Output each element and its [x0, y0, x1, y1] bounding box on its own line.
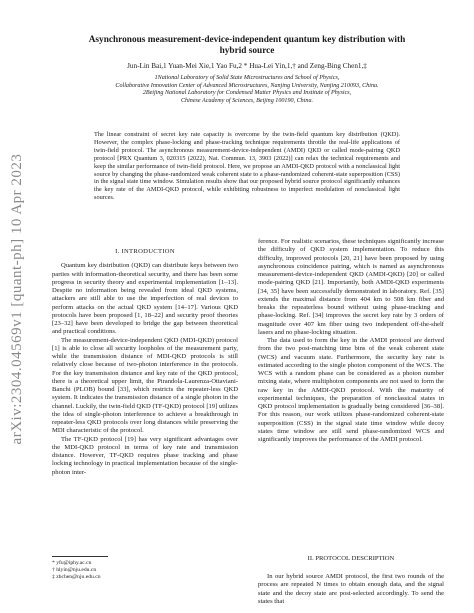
affiliations	[52, 75, 442, 105]
footnote-email: ‡ zbchen@nju.edu.cn	[52, 574, 101, 581]
affiliation-line: Chinese Academy of Sciences, Beijing 100190, China.	[180, 97, 314, 104]
left-column	[52, 248, 238, 477]
title-line-2: hybrid source	[219, 46, 275, 56]
author-list: Jun-Lin Bai,1 Yuan-Mei Xie,1 Yao Fu,2 * Hua-Lei Yin,1,† and Zeng-Bing Chen1,‡	[127, 62, 367, 70]
section-heading-introduction: I. INTRODUCTION	[115, 248, 175, 255]
affiliation-line: Collaborative Innovation Center of Advanced Microstructures, Nanjing University, Nanjing 210093, China.	[115, 82, 379, 89]
arxiv-identifier: arXiv:2304.04569v1 [quant-ph] 10 Apr 2023	[9, 153, 25, 445]
body-paragraph: In our hybrid source AMDI protocol, the first two rounds of the process are repeated N times to obtain enough data, and the signal state and the decoy state are post-selected accordingly. To send the states that	[258, 573, 444, 605]
body-paragraph: The TF-QKD protocol [19] has very significant advantages over the MDI-QKD protocol in terms of key rate and transmission distance. However, TF-QKD requires phase tracking and phase locking technology in practical implementation because of the single-photon inter-	[52, 435, 238, 476]
body-paragraph: Quantum key distribution (QKD) can distribute keys between two parties with information-theoretical security, and there has been some progress in security theory and experimental implementation [1–13]. Despite no information being revealed from ideal QKD systems, attackers are still able to use the imperfection of real devices to perform attacks on the actual QKD system [14–17]. Various QKD protocols have been proposed [1, 18–22] and security proof theories [23–32] have been developed to bridge the gap between theoretical and practical conditions.	[52, 262, 238, 336]
right-column	[258, 238, 444, 444]
section-heading-protocol: II. PROTOCOL DESCRIPTION	[307, 555, 395, 562]
affiliation-line: 1National Laboratory of Solid State Microstructures and School of Physics,	[154, 75, 340, 81]
footnote-rule	[52, 556, 108, 557]
affiliation-line: 2Beijing National Laboratory for Condensed Matter Physics and Institute of Physics,	[142, 90, 352, 97]
abstract: The linear constraint of secret key rate capacity is overcome by the twin-field quantum key distribution (QKD). However, the complex phase-locking and phase-tracking technique requirements throttle the real-life applications of twin-field protocol. The asynchronous measurement-device-independent (AMDI) QKD or called mode-pairing QKD protocol [PRX Quantum 3, 020315 (2022), Nat. Commun. 13, 3903 (2022)] can relax the technical requirements and keep the similar performance of twin-field protocol. Here, we propose an AMDI-QKD protocol with a nonclassical light source by changing the phase-randomized weak coherent state to a phase-randomized coherent-state superposition (CSS) in the signal state time window. Simulation results show that our proposed hybrid source protocol significantly enhances the key rate of the AMDI-QKD protocol, while exhibiting robustness to imperfect modulation of nonclassical light sources.	[94, 131, 400, 202]
footnotes	[52, 560, 101, 582]
title-line-1: Asynchronous measurement-device-independent quantum key distribution with	[88, 35, 406, 45]
paper-title	[52, 35, 442, 57]
footnote-email: * yfu@iphy.ac.cn	[52, 560, 92, 566]
body-paragraph: The data used to form the key in the AMDI protocol are derived from the two post-matching time bins of the weak coherent state (WCS) and vacuum state. Furthermore, the security key rate is estimated according to the single photon component of the WCS. The WCS with a random phase can be considered as a photon number mixing state, where multiphoton components are not used to form the raw key in the AMDI-QKD protocol. With the maturity of experimental techniques, the preparation of nonclassical states in QKD protocol implementation is gradually being considered [36–38]. For this reason, our work utilizes phase-randomized coherent-state superposition (CSS) in the signal state time window while decoy states time window are still send phase-randomized WCS and significantly improves the performance of the AMDI protocol.	[258, 337, 444, 443]
body-paragraph: The measurement-device-independent QKD (MDI-QKD) protocol [1] is able to close all security loopholes of the measurement party, while the transmission distance of MDI-QKD protocols is still relatively close because of two-photon interference in the protocols. For the key transmission distance and key rate of the QKD protocol, there is a theoretical upper limit, the Pirandola-Laurenza-Ottaviani-Banchi (PLOB) bound [33], which restricts the repeater-less QKD system. It indicates the transmission distance of a single photon in the channel. Luckily, the twin-field QKD (TF-QKD) protocol [19] utilizes the idea of single-photon interference to achieve a breakthrough in repeater-less QKD protocols over long distances while preserving the MDI characteristic of the protocol.	[52, 336, 238, 435]
body-paragraph: ference. For realistic scenarios, these techniques significantly increase the difficulty of QKD system implementation. To reduce this difficulty, improved protocols [20, 21] have been proposed by using asynchronous coincidence pairing, which is named as asynchronous measurement-device-independent QKD (AMDI-QKD) [20] or called mode-pairing QKD [21]. Importantly, both AMDI-QKD experiments [34, 35] have been successfully demonstrated in laboratory. Ref. [35] extends the maximal distance from 404 km to 508 km fiber and breaks the repeaterless bound without using phase-tracking and phase-locking. Ref. [34] improves the secret key rate by 3 orders of magnitude over 407 km fiber using two independent off-the-shelf lasers and no phase-locking situation.	[258, 238, 444, 336]
footnote-email: † hlyin@nju.edu.cn	[52, 567, 97, 574]
